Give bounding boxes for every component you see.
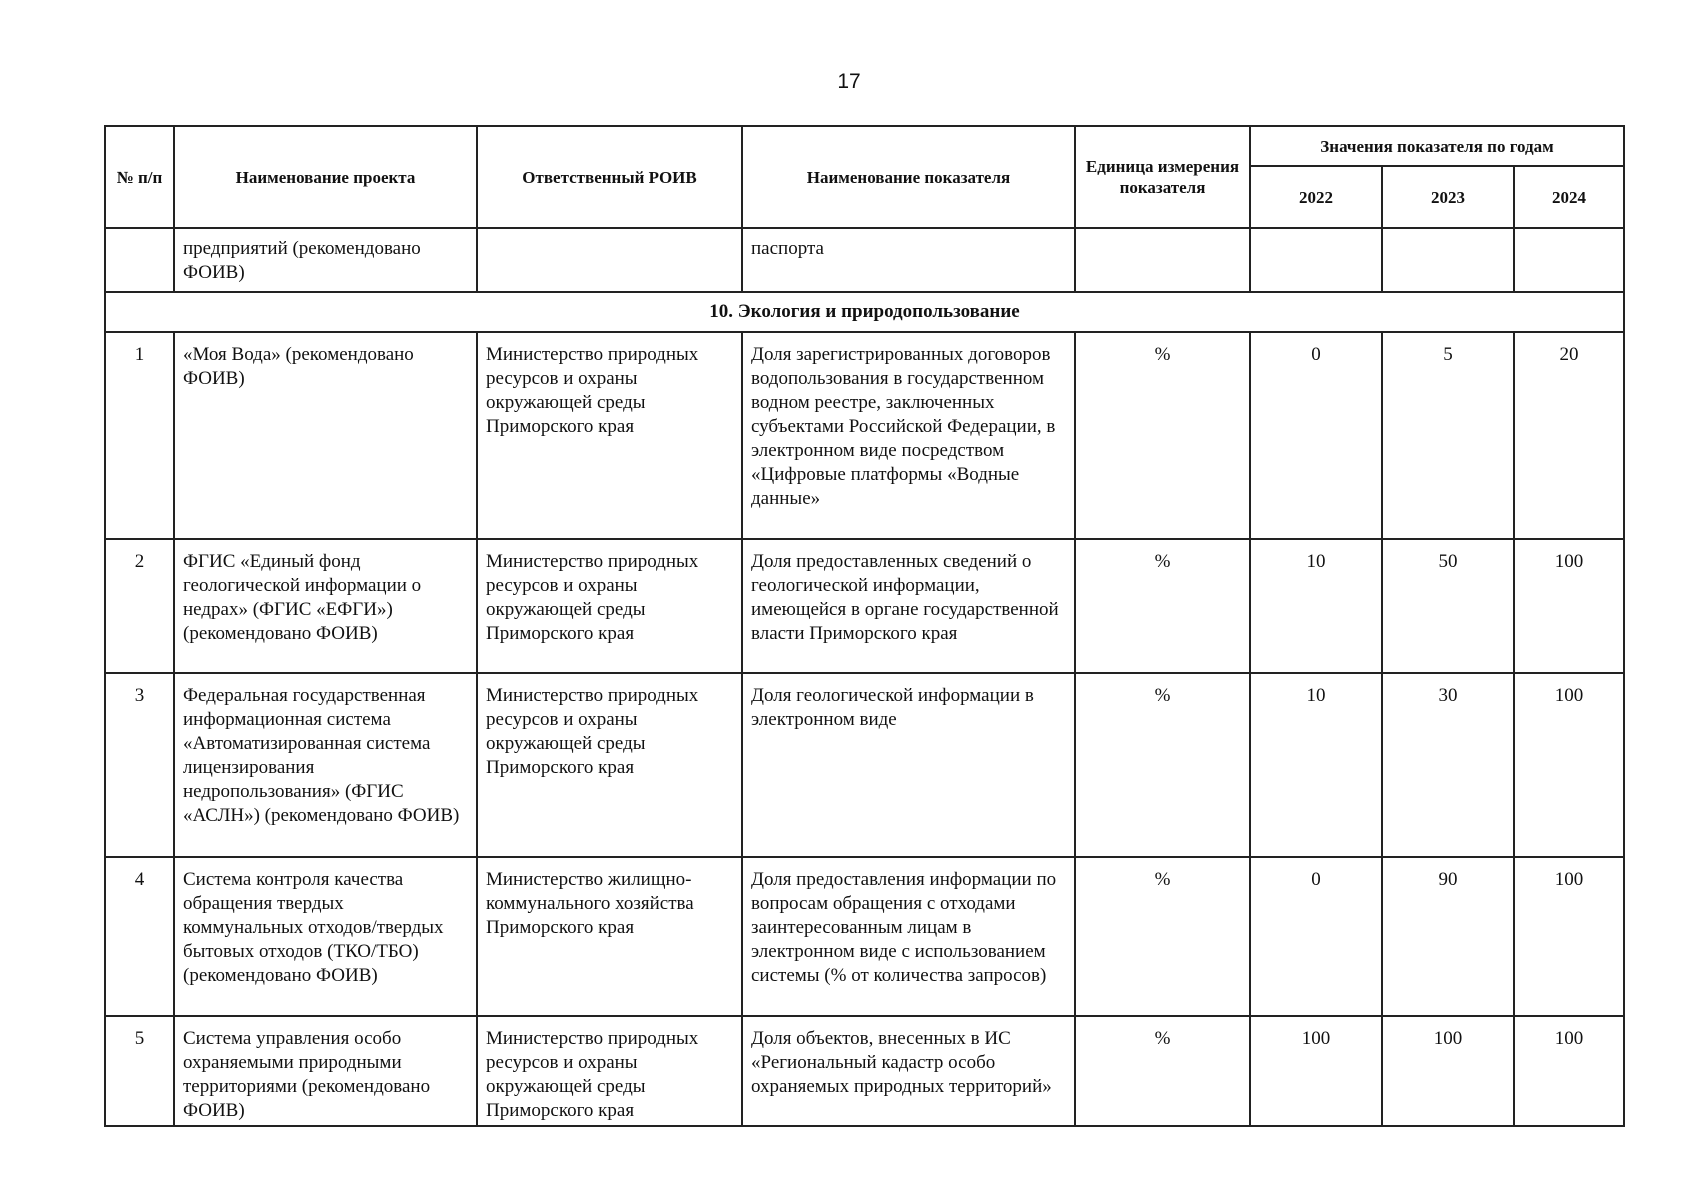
table-row bbox=[105, 857, 1624, 1016]
cell-num: 5 bbox=[105, 1016, 174, 1126]
col-header-values-by-year: Значения показателя по годам bbox=[1250, 126, 1624, 166]
cell-2022: 10 bbox=[1250, 673, 1382, 857]
cell-unit: % bbox=[1075, 673, 1250, 857]
cell-2022: 100 bbox=[1250, 1016, 1382, 1126]
col-header-year-2022: 2022 bbox=[1250, 166, 1382, 228]
cell-indicator: Доля объектов, внесенных в ИС «Региональный кадастр особо охраняемых природных территорий» bbox=[742, 1016, 1075, 1126]
cell-2024 bbox=[1514, 228, 1624, 292]
cell-unit: % bbox=[1075, 857, 1250, 1016]
cell-roiv: Министерство природных ресурсов и охраны окружающей среды Приморского края bbox=[477, 539, 742, 673]
cell-2024: 100 bbox=[1514, 539, 1624, 673]
cell-unit: % bbox=[1075, 539, 1250, 673]
cell-roiv: Министерство природных ресурсов и охраны окружающей среды Приморского края bbox=[477, 673, 742, 857]
cell-unit bbox=[1075, 228, 1250, 292]
col-header-num: № п/п bbox=[105, 126, 174, 228]
cell-2023 bbox=[1382, 228, 1514, 292]
header-row-1 bbox=[105, 126, 1624, 166]
cell-indicator: Доля предоставленных сведений о геологической информации, имеющейся в органе государственной власти Приморского края bbox=[742, 539, 1075, 673]
cell-2024: 100 bbox=[1514, 673, 1624, 857]
table-row bbox=[105, 1016, 1624, 1126]
cell-2022: 0 bbox=[1250, 857, 1382, 1016]
table-row-continuation bbox=[105, 228, 1624, 292]
cell-2023: 5 bbox=[1382, 332, 1514, 539]
cell-roiv: Министерство природных ресурсов и охраны окружающей среды Приморского края bbox=[477, 1016, 742, 1126]
col-header-year-2024: 2024 bbox=[1514, 166, 1624, 228]
cell-indicator: Доля геологической информации в электронном виде bbox=[742, 673, 1075, 857]
page-number: 17 bbox=[837, 70, 861, 93]
indicators-table bbox=[104, 125, 1625, 1127]
col-header-project: Наименование проекта bbox=[174, 126, 477, 228]
cell-num bbox=[105, 228, 174, 292]
col-header-roiv: Ответственный РОИВ bbox=[477, 126, 742, 228]
cell-roiv bbox=[477, 228, 742, 292]
cell-2023: 100 bbox=[1382, 1016, 1514, 1126]
cell-roiv: Министерство жилищно-коммунального хозяйства Приморского края bbox=[477, 857, 742, 1016]
section-row bbox=[105, 292, 1624, 332]
cell-project: Федеральная государственная информационная система «Автоматизированная система лицензирования недропользования» (ФГИС «АСЛН») (рекомендовано ФОИВ) bbox=[174, 673, 477, 857]
cell-2022: 10 bbox=[1250, 539, 1382, 673]
cell-num: 3 bbox=[105, 673, 174, 857]
cell-unit: % bbox=[1075, 1016, 1250, 1126]
cell-num: 1 bbox=[105, 332, 174, 539]
cell-2024: 100 bbox=[1514, 1016, 1624, 1126]
cell-2022 bbox=[1250, 228, 1382, 292]
col-header-unit: Единица измерения показателя bbox=[1075, 126, 1250, 228]
col-header-year-2023: 2023 bbox=[1382, 166, 1514, 228]
cell-project: Система управления особо охраняемыми природными территориями (рекомендовано ФОИВ) bbox=[174, 1016, 477, 1126]
cell-indicator: паспорта bbox=[742, 228, 1075, 292]
cell-2023: 50 bbox=[1382, 539, 1514, 673]
cell-project: ФГИС «Единый фонд геологической информации о недрах» (ФГИС «ЕФГИ») (рекомендовано ФОИВ) bbox=[174, 539, 477, 673]
table-row bbox=[105, 332, 1624, 539]
cell-2024: 20 bbox=[1514, 332, 1624, 539]
cell-project: «Моя Вода» (рекомендовано ФОИВ) bbox=[174, 332, 477, 539]
cell-2023: 90 bbox=[1382, 857, 1514, 1016]
cell-num: 2 bbox=[105, 539, 174, 673]
cell-project: Система контроля качества обращения твердых коммунальных отходов/твердых бытовых отходов (ТКО/ТБО) (рекомендовано ФОИВ) bbox=[174, 857, 477, 1016]
cell-num: 4 bbox=[105, 857, 174, 1016]
cell-2024: 100 bbox=[1514, 857, 1624, 1016]
cell-roiv: Министерство природных ресурсов и охраны окружающей среды Приморского края bbox=[477, 332, 742, 539]
cell-indicator: Доля предоставления информации по вопросам обращения с отходами заинтересованным лицам в электронном виде с использованием системы (% от количества запросов) bbox=[742, 857, 1075, 1016]
table-row bbox=[105, 673, 1624, 857]
section-title: 10. Экология и природопользование bbox=[105, 292, 1624, 332]
cell-indicator: Доля зарегистрированных договоров водопользования в государственном водном реестре, заключенных субъектами Российской Федерации, в электронном виде посредством «Цифровые платформы «Водные данные» bbox=[742, 332, 1075, 539]
table-row bbox=[105, 539, 1624, 673]
col-header-indicator: Наименование показателя bbox=[742, 126, 1075, 228]
cell-2022: 0 bbox=[1250, 332, 1382, 539]
cell-project: предприятий (рекомендовано ФОИВ) bbox=[174, 228, 477, 292]
cell-2023: 30 bbox=[1382, 673, 1514, 857]
cell-unit: % bbox=[1075, 332, 1250, 539]
